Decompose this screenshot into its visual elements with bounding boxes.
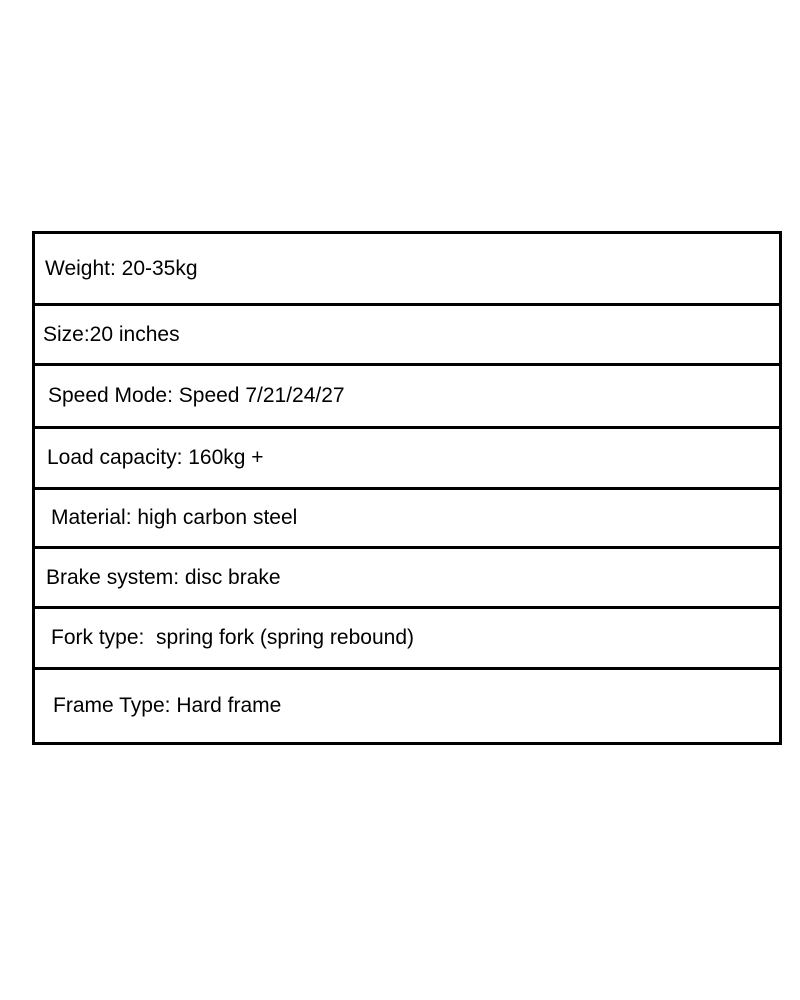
spec-weight: Weight: 20-35kg (45, 256, 198, 280)
table-row (35, 609, 779, 670)
spec-speed-mode: Speed Mode: Speed 7/21/24/27 (48, 384, 345, 408)
specification-table (32, 231, 782, 745)
spec-brake-system: Brake system: disc brake (46, 565, 281, 589)
table-row (35, 306, 779, 366)
table-row (35, 234, 779, 306)
spec-fork-type: Fork type: spring fork (spring rebound) (51, 626, 414, 650)
table-row (35, 549, 779, 609)
table-row (35, 429, 779, 490)
table-row (35, 490, 779, 549)
spec-load-capacity: Load capacity: 160kg + (47, 446, 264, 470)
spec-material: Material: high carbon steel (51, 506, 298, 530)
spec-frame-type: Frame Type: Hard frame (53, 694, 282, 718)
table-row (35, 670, 779, 742)
spec-size: Size:20 inches (43, 322, 180, 346)
table-row (35, 366, 779, 429)
